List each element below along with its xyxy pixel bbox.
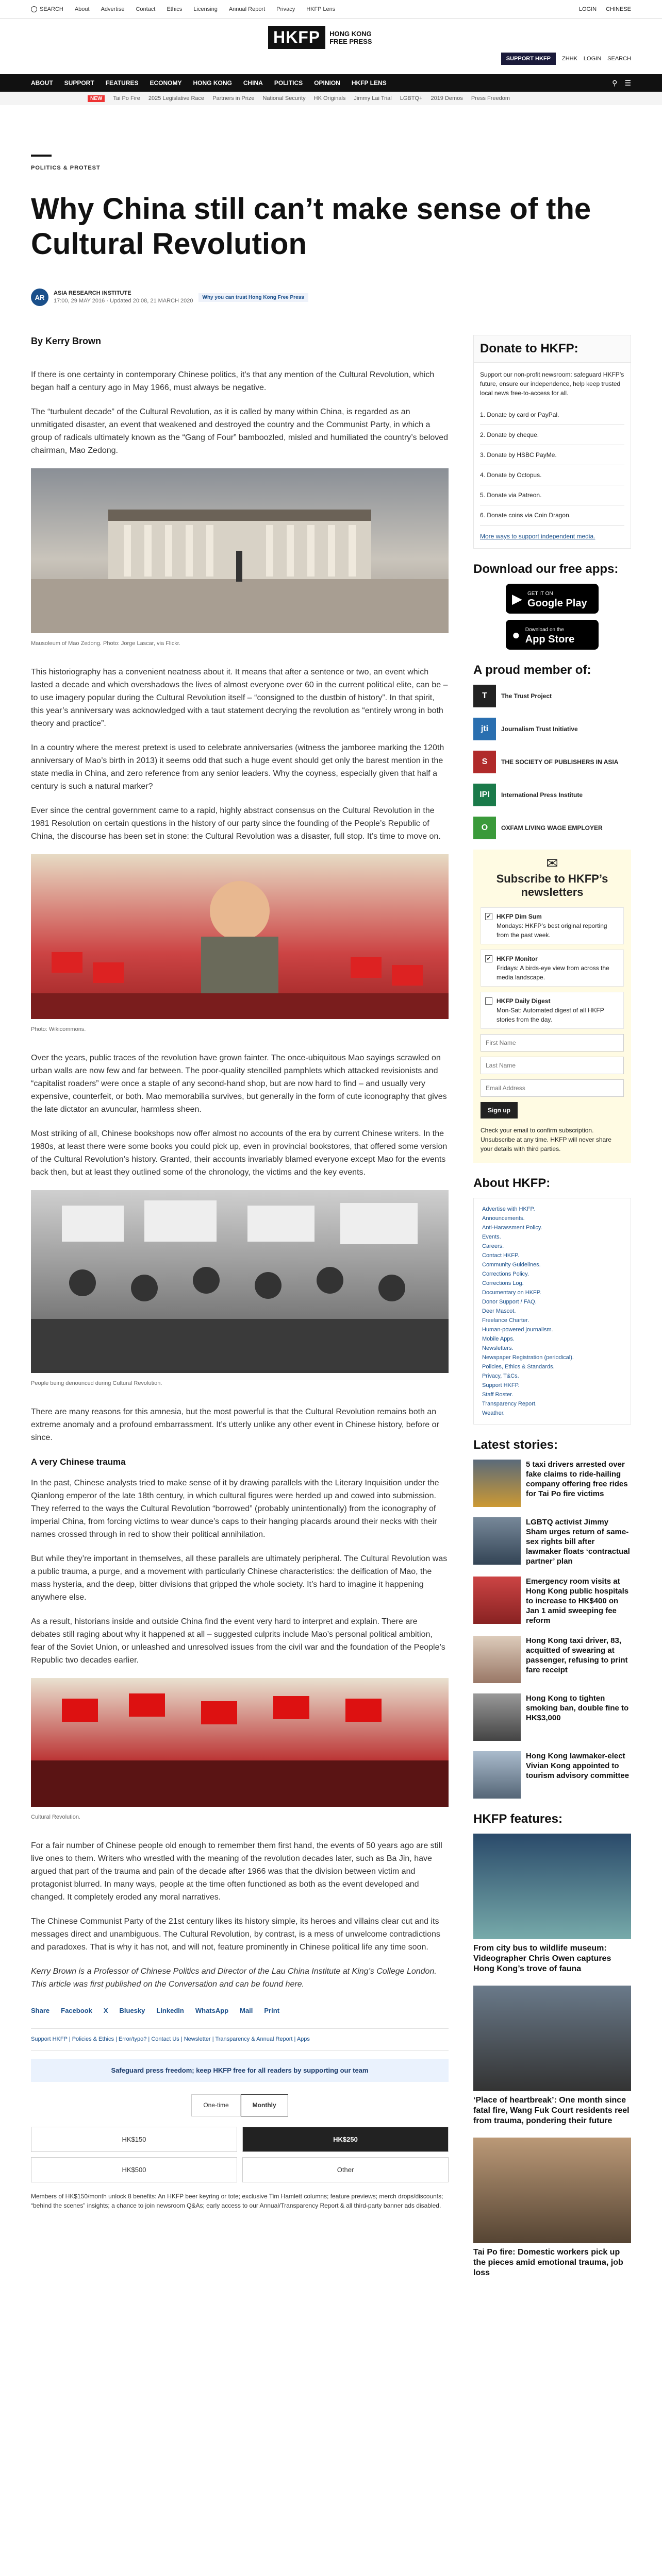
about-link[interactable]: Freelance Charter. (482, 1317, 529, 1324)
support-hkfp-button[interactable]: SUPPORT HKFP (501, 53, 556, 65)
about-link[interactable]: Careers. (482, 1243, 504, 1249)
header-search[interactable]: SEARCH (607, 56, 631, 62)
logo-mark: HKFP (268, 26, 325, 49)
section-heading: A very Chinese trauma (31, 1457, 126, 1467)
member-oxfam[interactable]: O OXFAM LIVING WAGE EMPLOYER (473, 817, 631, 839)
share-label: Share (31, 2007, 50, 2014)
photo-caption: Photo: Wikicommons. (31, 1026, 86, 1032)
share-print[interactable]: Print (264, 2007, 280, 2014)
site-header (0, 19, 662, 74)
first-name-field[interactable] (481, 1034, 624, 1052)
mausoleum-photo (31, 468, 449, 633)
newsletter-option[interactable]: ✓ HKFP Dim Sum Mondays: HKFP’s best original reporting from the past week. (481, 907, 624, 944)
donate-strip[interactable]: Safeguard press freedom; keep HKFP free for all readers by supporting our team (31, 2059, 449, 2082)
category-rule (31, 155, 52, 157)
paragraph: In the past, Chinese analysts tried to make sense of it by drawing parallels with the Literary Inquisition under the Qianlong emperor of the late 18th century, in which cultural figures were herded up and cowed into submission. They referred to the ways the Cultural Revolution “borrowed” (probably unintentionally) from the iconography of imperial China, from forcing victims to wear dunce’s caps to their hanging placards around their necks with their names crossed through in red to show their political annihilation. (31, 1479, 439, 1539)
article-category[interactable]: POLITICS & PROTEST (31, 165, 101, 171)
feature-story[interactable]: Tai Po fire: Domestic workers pick up the pieces amid emotional trauma, job loss (473, 2138, 631, 2278)
crowd-illustration (31, 1190, 449, 1373)
donate-title: Donate to HKFP: (473, 335, 631, 362)
latest-story[interactable]: LGBTQ activist Jimmy Sham urges return of same-sex rights bill after lawmaker floats ‘contractual partner’ plan (473, 1517, 631, 1566)
donate-option[interactable]: 5. Donate via Patreon. (480, 485, 624, 505)
article-byline (31, 289, 308, 306)
story-thumbnail (473, 1460, 521, 1507)
about-link[interactable]: Corrections Log. (482, 1280, 524, 1286)
member-jti[interactable]: jti Journalism Trust Initiative (473, 718, 631, 740)
nav-hong-kong[interactable]: HONG KONG (193, 79, 232, 87)
paragraph: The “turbulent decade” of the Cultural Revolution, as it is called by many within China, is regarded as an unmitigated disaster, an event that weakened and destroyed the country and the Communist Party, in which a group of radicals ultimately known as the “Gang of Four” bamboozled, misled and humiliated the country’s beloved chairman, Mao Zedong. (31, 408, 449, 455)
about-link[interactable]: Support HKFP. (482, 1382, 520, 1388)
apps-title: Download our free apps: (473, 562, 619, 576)
story-thumbnail (473, 1636, 521, 1683)
app-store-badge[interactable]: ● Download on the App Store (506, 620, 599, 650)
donation-frequency (31, 2094, 449, 2116)
nav-tools (612, 79, 631, 88)
top-search-link[interactable]: SEARCH (31, 6, 63, 12)
newsletter-option[interactable]: HKFP Daily Digest Mon-Sat: Automated digest of all HKFP stories from the day. (481, 992, 624, 1029)
apple-icon: ● (512, 626, 520, 642)
freq-one-time[interactable]: One-time (191, 2094, 240, 2116)
latest-story[interactable]: Emergency room visits at Hong Kong public hospitals to increase to HK$400 on Jan 1 amid sweeping fee reform (473, 1577, 631, 1625)
donation-amounts (31, 2127, 449, 2182)
nav-opinion[interactable]: OPINION (314, 79, 340, 87)
story-thumbnail (473, 1577, 521, 1624)
byline-meta (54, 290, 193, 305)
share-bluesky[interactable]: Bluesky (119, 2007, 145, 2014)
top-link-lens[interactable]: HKFP Lens (306, 6, 336, 12)
latest-story[interactable]: Hong Kong lawmaker-elect Vivian Kong appointed to tourism advisory committee (473, 1751, 631, 1799)
photo-caption: People being denounced during Cultural Revolution. (31, 1380, 162, 1386)
top-link-about[interactable]: About (74, 6, 90, 12)
nav-politics[interactable]: POLITICS (274, 79, 303, 87)
paragraph: For a fair number of Chinese people old enough to remember them first hand, the events of 50 years ago are still live ones to them. Writers who wrestled with the meaning of the revolution decades later, such as Ba Jin, have argued that part of the trauma and pain of the decade after 1966 was that the division between victim and protagonist blurred. In many ways, people at the time often functioned as both as the event developed and changed. It completely eroded any moral narratives. (31, 1841, 442, 1902)
newsletter-box (473, 850, 631, 1163)
amount-option-selected[interactable]: HK$250 (242, 2127, 449, 2152)
story-thumbnail (473, 1751, 521, 1799)
member-trust-project[interactable]: T The Trust Project (473, 685, 631, 707)
nav-china[interactable]: CHINA (243, 79, 263, 87)
paragraph: As a result, historians inside and outside China find the event very hard to interpret and explain. There are debates still raging about why it happened at all – suggested culprits include Mao’s personal political ambition, fear of the Soviet Union, or unleashed and unresolved issues from the civil war and the foundation of the People’s Republic two decades earlier. (31, 1617, 445, 1665)
top-link-ethics[interactable]: Ethics (167, 6, 183, 12)
top-link-contact[interactable]: Contact (136, 6, 156, 12)
article-dates: 17:00, 29 MAY 2016 · Updated 20:08, 21 MARCH 2020 (54, 298, 193, 304)
about-title: About HKFP: (473, 1176, 551, 1190)
donate-option[interactable]: 2. Donate by cheque. (480, 425, 624, 445)
sidebar (473, 335, 631, 2290)
paragraph: Most striking of all, Chinese bookshops now offer almost no accounts of the era by current Chinese writers. In the 1980s, at least there were some books you could pick up, even in provincial bookstores, that offered some version of the Cultural Revolution’s history. Granted, their accounts invariably blamed everyone except Mao for the events back then, but at least they outlined some of the chronology, the victims and the key events. (31, 1129, 448, 1177)
about-link[interactable]: Deer Mascot. (482, 1308, 516, 1314)
lang-switch[interactable]: ZHHK (561, 56, 577, 62)
features-title: HKFP features: (473, 1812, 562, 1826)
donate-option[interactable]: 3. Donate by HSBC PayMe. (480, 445, 624, 465)
trending-item[interactable]: HK Originals (313, 95, 346, 101)
article-title: Why China still can’t make sense of the Cultural Revolution (31, 192, 591, 261)
trending-strip (0, 92, 662, 105)
member-benefits: Members of HK$150/month unlock 8 benefits: An HKFP beer keyring or tote; exclusive Tim Hamlett columns; feature previews; merch drops/discounts; “behind the scenes” insights; a chance to join newsroom Q&As; early access to our Annual/Transparency Report & all third-party banner ads disabled. (31, 2193, 443, 2209)
propaganda-poster-photo (31, 854, 449, 1019)
latest-story[interactable]: Hong Kong taxi driver, 83, acquitted of swearing at passenger, refusing to print fare receipt (473, 1636, 631, 1683)
nav-support[interactable]: SUPPORT (64, 79, 94, 87)
paragraph: Ever since the central government came to a rapid, highly abstract consensus on the Cultural Revolution in the 1981 Resolution on certain questions in the history of our party since the founding of the People’s Republic of China, the discourse has been set in stone: the Cultural Revolution was a disaster, full stop. It’s time to move on. (31, 806, 441, 841)
article-body (31, 335, 449, 2210)
menu-icon[interactable]: ☰ (624, 78, 631, 87)
feature-image (473, 1834, 631, 1939)
share-x[interactable]: X (103, 2007, 108, 2014)
about-links (473, 1198, 631, 1425)
trending-item[interactable]: 2019 Demos (431, 95, 463, 101)
paragraph: But while they’re important in themselves, all these parallels are ultimately peripheral. The Cultural Revolution was a public trauma, a purge, and a movement with particularly Chinese characteristics: the deification of Mao, the mass hysteria, and the deep, bitter divisions that gripped the whole society. It’s hard to imagine it happening anywhere else. (31, 1554, 448, 1602)
amount-option[interactable]: HK$500 (31, 2157, 237, 2182)
about-link[interactable]: Announcements. (482, 1215, 525, 1222)
member-sopa[interactable]: S THE SOCIETY OF PUBLISHERS IN ASIA (473, 751, 631, 773)
main-nav (0, 74, 662, 92)
story-thumbnail (473, 1517, 521, 1565)
search-icon[interactable]: ⚲ (612, 78, 618, 87)
share-linkedin[interactable]: LinkedIn (156, 2007, 184, 2014)
about-link[interactable]: Contact HKFP. (482, 1252, 519, 1259)
checkbox-checked-icon[interactable]: ✓ (485, 913, 492, 920)
newsletter-option[interactable]: ✓ HKFP Monitor Fridays: A birds-eye view from across the media landscape. (481, 950, 624, 987)
paragraph: Over the years, public traces of the revolution have grown fainter. The once-ubiquitous Mao sayings scrawled on urban walls are now few and far between. The poor-quality stencilled pamphlets which attacked revisionists and “capitalist roaders” were once a staple of any second-hand shop, but are now hard to find – and usually very expensive, counterfeit, or both. Mao memorabilia survives, but generally in the form of cute iconography that gives the late dictator an avuncular, harmless sheen. (31, 1054, 447, 1114)
nav-about[interactable]: ABOUT (31, 79, 53, 87)
signup-button[interactable]: Sign up (481, 1102, 518, 1118)
share-facebook[interactable]: Facebook (61, 2007, 92, 2014)
article-author: By Kerry Brown (31, 336, 102, 346)
nav-lens[interactable]: HKFP LENS (351, 79, 387, 87)
photo-caption: Cultural Revolution. (31, 1814, 80, 1820)
trending-item[interactable]: 2025 Legislative Race (148, 95, 205, 101)
paragraph: The Chinese Communist Party of the 21st century likes its history simple, its heroes and villains clear cut and its messages direct and unambiguous. The Cultural Revolution, by contrast, is a mess of unwelcome contradictions and paradoxes. That is why it has not, and will not, feature prominently in Chinese political life any time soon. (31, 1917, 440, 1952)
share-bar (31, 2004, 449, 2017)
about-link[interactable]: Community Guidelines. (482, 1262, 541, 1268)
trending-item[interactable]: Jimmy Lai Trial (354, 95, 392, 101)
jti-icon: jti (473, 718, 496, 740)
paragraph: There are many reasons for this amnesia, but the most powerful is that the Cultural Revolution remains both an extreme anomaly and a profound embarrassment. It’s utterly unlike any other event in Chinese history, before or since. (31, 1408, 439, 1442)
latest-story[interactable]: Hong Kong to tighten smoking ban, double fine to HK$3,000 (473, 1693, 631, 1741)
story-thumbnail (473, 1693, 521, 1741)
more-ways-link[interactable]: More ways to support independent media. (480, 533, 595, 540)
google-play-badge[interactable]: ▶ GET IT ON Google Play (506, 584, 599, 614)
photo-caption: Mausoleum of Mao Zedong. Photo: Jorge Lascar, via Flickr. (31, 640, 180, 647)
share-mail[interactable]: Mail (240, 2007, 253, 2014)
sopa-icon: S (473, 751, 496, 773)
donate-box (473, 362, 631, 549)
donate-option[interactable]: 1. Donate by card or PayPal. (480, 405, 624, 425)
author-org[interactable]: ASIA RESEARCH INSTITUTE (54, 290, 131, 296)
ipi-icon: IPI (473, 784, 496, 806)
nav-economy[interactable]: ECONOMY (150, 79, 182, 87)
new-badge: NEW (88, 95, 105, 102)
search-icon (31, 6, 37, 12)
about-link[interactable]: Newspaper Registration (periodical). (482, 1354, 574, 1361)
play-icon: ▶ (512, 590, 522, 606)
checkbox-checked-icon[interactable]: ✓ (485, 955, 492, 962)
checkbox-icon[interactable] (485, 997, 492, 1005)
latest-story[interactable]: 5 taxi drivers arrested over fake claims to ride-hailing company offering free rides for Tai Po fire victims (473, 1460, 631, 1507)
feature-image (473, 2138, 631, 2243)
about-link[interactable]: Advertise with HKFP. (482, 1206, 535, 1212)
feature-story[interactable]: ‘Place of heartbreak’: One month since fatal fire, Wang Fuk Court residents reel from trauma, pondering their future (473, 1986, 631, 2126)
donate-option[interactable]: 6. Donate coins via Coin Dragon. (480, 505, 624, 526)
about-link[interactable]: Privacy, T&Cs. (482, 1373, 519, 1379)
header-actions (501, 53, 631, 65)
paragraph: This historiography has a convenient neatness about it. It means that after a sentence or two, an event which lasted a decade and which overshadows the lives of almost everyone over 60 in the current political elite, can be – to use imagery popular during the Cultural Revolution itself – “consigned to the dustbin of history”. In that spirit, this year’s anniversary was acknowledged with a taut statement decrying the revolution as “entirely wrong in both theory and practice”. (31, 668, 448, 728)
amount-option-other[interactable]: Other (242, 2157, 449, 2182)
about-link[interactable]: Anti-Harassment Policy. (482, 1225, 542, 1231)
nav-features[interactable]: FEATURES (105, 79, 139, 87)
about-link[interactable]: Newsletters. (482, 1345, 514, 1351)
top-link-annual-report[interactable]: Annual Report (228, 6, 266, 12)
header-login[interactable]: LOGIN (583, 56, 602, 62)
about-link[interactable]: Mobile Apps. (482, 1336, 515, 1342)
about-link[interactable]: Transparency Report. (482, 1401, 537, 1407)
top-link-privacy[interactable]: Privacy (276, 6, 295, 12)
about-link[interactable]: Donor Support / FAQ. (482, 1299, 537, 1305)
about-link[interactable]: Corrections Policy. (482, 1271, 529, 1277)
donate-option[interactable]: 4. Donate by Octopus. (480, 465, 624, 485)
email-field[interactable] (481, 1079, 624, 1097)
poster-illustration (31, 854, 449, 1019)
about-link[interactable]: Human-powered journalism. (482, 1327, 553, 1333)
paragraph: In a country where the merest pretext is used to celebrate anniversaries (witness the jamboree marking the 120th anniversary of Mao’s birth in 2013) it seems odd that such a huge event should get only the barest mention in the state media in China, and zero reference from any senior leaders. Why the coyness, especially given that half a century is such a natural marker? (31, 743, 444, 791)
logo-text: HONG KONG FREE PRESS (329, 29, 372, 45)
red-flags-photo (31, 1678, 449, 1807)
top-chinese-link[interactable]: CHINESE (606, 6, 631, 12)
trending-item[interactable]: Partners in Prize (212, 95, 255, 101)
flags-illustration (31, 1678, 449, 1807)
member-title: A proud member of: (473, 663, 591, 677)
trending-item[interactable]: Tai Po Fire (113, 95, 140, 101)
top-login-link[interactable]: LOGIN (578, 6, 597, 12)
trust-project-icon: T (473, 685, 496, 707)
member-ipi[interactable]: IPI International Press Institute (473, 784, 631, 806)
top-link-advertise[interactable]: Advertise (101, 6, 125, 12)
top-utility-bar (0, 0, 662, 19)
top-link-licensing[interactable]: Licensing (193, 6, 218, 12)
about-link[interactable]: Policies, Ethics & Standards. (482, 1364, 555, 1370)
oxfam-icon: O (473, 817, 496, 839)
share-whatsapp[interactable]: WhatsApp (195, 2007, 229, 2014)
amount-option[interactable]: HK$150 (31, 2127, 237, 2152)
feature-image (473, 1986, 631, 2091)
mausoleum-illustration (31, 468, 449, 633)
site-links[interactable]: Support HKFP | Policies & Ethics | Error/typo? | Contact Us | Newsletter | Transparency & Annual Report | Apps (31, 2028, 449, 2050)
trust-link[interactable]: Why you can trust Hong Kong Free Press (198, 293, 308, 302)
about-link[interactable]: Weather. (482, 1410, 505, 1416)
mail-icon: ✉ (546, 855, 558, 871)
author-avatar[interactable]: AR (31, 289, 48, 306)
author-bio: Kerry Brown is a Professor of Chinese Politics and Director of the Lau China Institute at King’s College London. This article was first published on the Conversation and can be found here. (31, 1967, 437, 1989)
trending-item[interactable]: National Security (262, 95, 306, 101)
trending-item[interactable]: Press Freedom (471, 95, 510, 101)
denunciation-photo (31, 1190, 449, 1373)
paragraph: If there is one certainty in contemporary Chinese politics, it’s that any mention of the Cultural Revolution, which began half a century ago in May 1966, must always be negative. (31, 370, 435, 392)
newsletter-note: Check your email to confirm subscription. Unsubscribe at any time. HKFP will never share your details with third parties. (481, 1127, 611, 1153)
latest-title: Latest stories: (473, 1438, 558, 1452)
trending-item[interactable]: LGBTQ+ (400, 95, 423, 101)
hkfp-logo[interactable] (268, 26, 372, 49)
feature-story[interactable]: From city bus to wildlife museum: Videographer Chris Owen captures Hong Kong’s trove of fauna (473, 1834, 631, 1974)
about-link[interactable]: Staff Roster. (482, 1392, 514, 1398)
donate-lead[interactable]: Support our non-profit newsroom: safeguard HKFP’s future, ensure our independence, help keep trusted local news free-to-access for all. (480, 371, 624, 397)
last-name-field[interactable] (481, 1057, 624, 1074)
about-link[interactable]: Documentary on HKFP. (482, 1290, 541, 1296)
freq-monthly[interactable]: Monthly (241, 2094, 288, 2116)
newsletter-title: Subscribe to HKFP’s newsletters (496, 872, 608, 899)
about-link[interactable]: Events. (482, 1234, 501, 1240)
